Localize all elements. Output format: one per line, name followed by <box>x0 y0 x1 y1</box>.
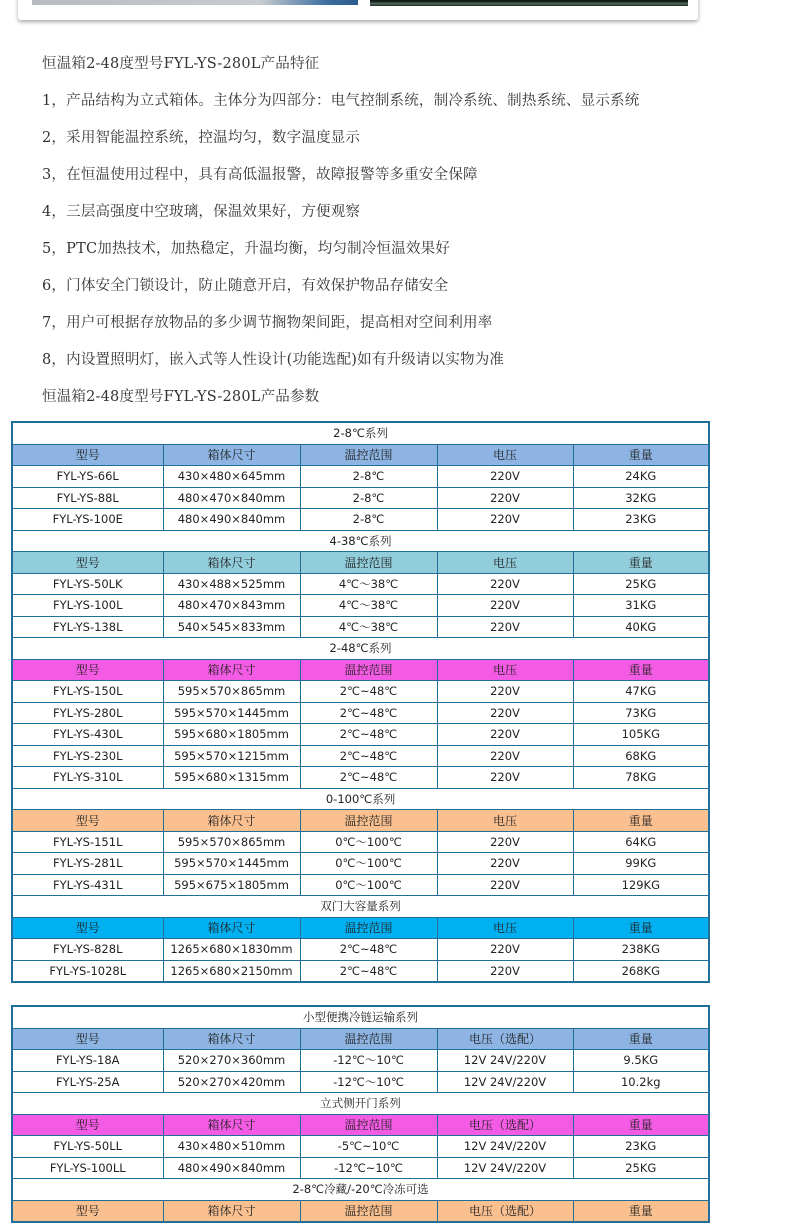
table-cell: 73KG <box>573 702 709 724</box>
series-title-row <box>12 896 709 918</box>
table-cell: FYL-YS-100E <box>12 509 163 531</box>
series-title-row <box>12 788 709 810</box>
table-cell: 2-8℃ <box>300 509 437 531</box>
table-cell: 105KG <box>573 724 709 746</box>
table-cell: 220V <box>437 874 573 896</box>
table-cell: 220V <box>437 767 573 789</box>
series-title-row <box>12 1006 709 1028</box>
table-cell: 220V <box>437 702 573 724</box>
column-header: 电压 <box>437 917 573 939</box>
column-header: 温控范围 <box>300 659 437 681</box>
table-cell: FYL-YS-50LL <box>12 1136 163 1158</box>
column-header: 电压 <box>437 659 573 681</box>
table-cell: 220V <box>437 595 573 617</box>
column-header: 箱体尺寸 <box>163 1028 300 1050</box>
table-cell: 520×270×420mm <box>163 1071 300 1093</box>
table-row <box>12 573 709 595</box>
table-cell: 1265×680×1830mm <box>163 939 300 961</box>
column-header-row <box>12 1200 709 1222</box>
table-cell: 595×570×1215mm <box>163 745 300 767</box>
table-cell: 12V 24V/220V <box>437 1157 573 1179</box>
column-header: 温控范围 <box>300 917 437 939</box>
table-row <box>12 681 709 703</box>
table-row <box>12 1071 709 1093</box>
table-cell: 68KG <box>573 745 709 767</box>
table-row <box>12 487 709 509</box>
table-cell: FYL-YS-151L <box>12 831 163 853</box>
table-cell: 480×490×840mm <box>163 509 300 531</box>
table-cell: FYL-YS-88L <box>12 487 163 509</box>
column-header: 电压 <box>437 552 573 574</box>
column-header: 重量 <box>573 810 709 832</box>
column-header: 型号 <box>12 917 163 939</box>
series-title-row <box>12 1179 709 1201</box>
table-cell: 220V <box>437 745 573 767</box>
series-title: 4-38℃系列 <box>12 530 709 552</box>
table-row <box>12 724 709 746</box>
table-cell: 238KG <box>573 939 709 961</box>
table-row <box>12 831 709 853</box>
table-cell: FYL-YS-1028L <box>12 960 163 982</box>
column-header: 温控范围 <box>300 444 437 466</box>
table-cell: 2℃~48℃ <box>300 745 437 767</box>
table-cell: 2℃~48℃ <box>300 702 437 724</box>
feature-item: 5，PTC加热技术，加热稳定，升温均衡，均匀制冷恒温效果好 <box>42 241 451 257</box>
table-cell: 25KG <box>573 1157 709 1179</box>
column-header-row <box>12 917 709 939</box>
column-header: 型号 <box>12 1028 163 1050</box>
params-title: 恒温箱2-48度型号FYL-YS-280L产品参数 <box>42 389 320 405</box>
column-header: 型号 <box>12 1114 163 1136</box>
table-row <box>12 702 709 724</box>
table-cell: 12V 24V/220V <box>437 1136 573 1158</box>
column-header: 型号 <box>12 659 163 681</box>
series-title: 0-100℃系列 <box>12 788 709 810</box>
column-header: 箱体尺寸 <box>163 552 300 574</box>
table-cell: 1265×680×2150mm <box>163 960 300 982</box>
table-cell: 64KG <box>573 831 709 853</box>
table-cell: 2℃~48℃ <box>300 681 437 703</box>
table-cell: -12℃~10℃ <box>300 1157 437 1179</box>
table-cell: 4℃～38℃ <box>300 573 437 595</box>
feature-item: 2，采用智能温控系统，控温均匀，数字温度显示 <box>42 130 361 146</box>
column-header: 箱体尺寸 <box>163 810 300 832</box>
table-cell: 430×488×525mm <box>163 573 300 595</box>
table-cell: 99KG <box>573 853 709 875</box>
table-row <box>12 960 709 982</box>
table-cell: 47KG <box>573 681 709 703</box>
product-photo-right <box>370 0 688 6</box>
column-header: 电压（选配） <box>437 1028 573 1050</box>
table-cell: 595×570×1445mm <box>163 853 300 875</box>
table-cell: -12℃～10℃ <box>300 1050 437 1072</box>
table-cell: 220V <box>437 616 573 638</box>
table-cell: 220V <box>437 939 573 961</box>
column-header: 温控范围 <box>300 1028 437 1050</box>
column-header-row <box>12 810 709 832</box>
series-title: 立式侧开门系列 <box>12 1093 709 1115</box>
feature-item: 1，产品结构为立式箱体。主体分为四部分：电气控制系统，制冷系统、制热系统、显示系统 <box>42 93 640 109</box>
table-cell: 40KG <box>573 616 709 638</box>
series-title: 2-48℃系列 <box>12 638 709 660</box>
table-cell: 520×270×360mm <box>163 1050 300 1072</box>
table-row <box>12 509 709 531</box>
table-cell: 2℃~48℃ <box>300 939 437 961</box>
table-cell: FYL-YS-66L <box>12 466 163 488</box>
feature-item: 6，门体安全门锁设计，防止随意开启，有效保护物品存储安全 <box>42 278 449 294</box>
table-cell: 220V <box>437 487 573 509</box>
table-cell: 595×570×1445mm <box>163 702 300 724</box>
series-title-row <box>12 1093 709 1115</box>
table-row <box>12 595 709 617</box>
spec-table-portable <box>11 1005 710 1223</box>
spec-table-main <box>11 421 710 983</box>
column-header: 重量 <box>573 1114 709 1136</box>
table-cell: 31KG <box>573 595 709 617</box>
table-cell: FYL-YS-50LK <box>12 573 163 595</box>
column-header: 温控范围 <box>300 1114 437 1136</box>
table-row <box>12 1050 709 1072</box>
table-cell: 430×480×645mm <box>163 466 300 488</box>
column-header: 重量 <box>573 917 709 939</box>
table-cell: FYL-YS-25A <box>12 1071 163 1093</box>
table-cell: 480×470×840mm <box>163 487 300 509</box>
column-header: 温控范围 <box>300 552 437 574</box>
feature-item: 3，在恒温使用过程中，具有高低温报警，故障报警等多重安全保障 <box>42 167 478 183</box>
column-header: 电压 <box>437 810 573 832</box>
table-cell: 595×570×865mm <box>163 681 300 703</box>
table-cell: 220V <box>437 466 573 488</box>
table-cell: FYL-YS-100L <box>12 595 163 617</box>
column-header: 型号 <box>12 810 163 832</box>
series-title: 双门大容量系列 <box>12 896 709 918</box>
feature-item: 8，内设置照明灯，嵌入式等人性设计(功能选配)如有升级请以实物为准 <box>42 352 505 368</box>
table-row <box>12 466 709 488</box>
table-cell: 24KG <box>573 466 709 488</box>
column-header: 电压（选配） <box>437 1200 573 1222</box>
column-header: 重量 <box>573 552 709 574</box>
column-header: 电压（选配） <box>437 1114 573 1136</box>
table-cell: 32KG <box>573 487 709 509</box>
column-header: 重量 <box>573 444 709 466</box>
table-cell: 595×680×1315mm <box>163 767 300 789</box>
table-row <box>12 616 709 638</box>
table-row <box>12 853 709 875</box>
column-header: 型号 <box>12 1200 163 1222</box>
series-title: 2-8℃系列 <box>12 422 709 444</box>
table-cell: 12V 24V/220V <box>437 1050 573 1072</box>
table-cell: FYL-YS-230L <box>12 745 163 767</box>
table-cell: 220V <box>437 573 573 595</box>
table-cell: 12V 24V/220V <box>437 1071 573 1093</box>
column-header: 箱体尺寸 <box>163 1114 300 1136</box>
table-cell: FYL-YS-18A <box>12 1050 163 1072</box>
table-cell: 25KG <box>573 573 709 595</box>
series-title: 2-8℃冷藏/-20℃冷冻可选 <box>12 1179 709 1201</box>
series-title: 小型便携冷链运输系列 <box>12 1006 709 1028</box>
column-header: 箱体尺寸 <box>163 444 300 466</box>
table-cell: FYL-YS-431L <box>12 874 163 896</box>
table-cell: 23KG <box>573 1136 709 1158</box>
feature-item: 4，三层高强度中空玻璃，保温效果好，方便观察 <box>42 204 361 220</box>
table-cell: 595×675×1805mm <box>163 874 300 896</box>
table-cell: 220V <box>437 853 573 875</box>
column-header: 重量 <box>573 1028 709 1050</box>
table-cell: 2℃~48℃ <box>300 724 437 746</box>
column-header: 型号 <box>12 444 163 466</box>
table-row <box>12 1136 709 1158</box>
table-cell: 268KG <box>573 960 709 982</box>
table-cell: 540×545×833mm <box>163 616 300 638</box>
table-cell: 4℃～38℃ <box>300 616 437 638</box>
table-cell: FYL-YS-281L <box>12 853 163 875</box>
table-cell: 129KG <box>573 874 709 896</box>
table-cell: FYL-YS-430L <box>12 724 163 746</box>
table-cell: 220V <box>437 681 573 703</box>
table-row <box>12 745 709 767</box>
table-cell: FYL-YS-828L <box>12 939 163 961</box>
table-cell: FYL-YS-280L <box>12 702 163 724</box>
column-header: 温控范围 <box>300 810 437 832</box>
table-cell: 2-8℃ <box>300 466 437 488</box>
series-title-row <box>12 530 709 552</box>
table-row <box>12 767 709 789</box>
column-header-row <box>12 1114 709 1136</box>
series-title-row <box>12 422 709 444</box>
table-cell: 23KG <box>573 509 709 531</box>
feature-item: 7，用户可根据存放物品的多少调节搁物架间距，提高相对空间利用率 <box>42 315 493 331</box>
table-cell: 430×480×510mm <box>163 1136 300 1158</box>
column-header: 箱体尺寸 <box>163 917 300 939</box>
table-cell: 2℃~48℃ <box>300 767 437 789</box>
table-cell: 480×490×840mm <box>163 1157 300 1179</box>
product-photo-frame <box>18 0 698 20</box>
table-cell: FYL-YS-310L <box>12 767 163 789</box>
column-header: 电压 <box>437 444 573 466</box>
table-cell: 2℃~48℃ <box>300 960 437 982</box>
column-header: 温控范围 <box>300 1200 437 1222</box>
column-header: 箱体尺寸 <box>163 659 300 681</box>
table-cell: 0℃～100℃ <box>300 874 437 896</box>
table-cell: 220V <box>437 509 573 531</box>
product-features <box>42 46 782 416</box>
table-cell: FYL-YS-100LL <box>12 1157 163 1179</box>
column-header-row <box>12 1028 709 1050</box>
table-row <box>12 1157 709 1179</box>
table-cell: -12℃～10℃ <box>300 1071 437 1093</box>
table-cell: 0℃～100℃ <box>300 853 437 875</box>
features-title: 恒温箱2-48度型号FYL-YS-280L产品特征 <box>42 56 320 72</box>
table-cell: 2-8℃ <box>300 487 437 509</box>
table-cell: 220V <box>437 831 573 853</box>
table-row <box>12 874 709 896</box>
table-cell: 480×470×843mm <box>163 595 300 617</box>
table-cell: 4℃～38℃ <box>300 595 437 617</box>
table-cell: 78KG <box>573 767 709 789</box>
table-cell: 595×680×1805mm <box>163 724 300 746</box>
column-header: 重量 <box>573 659 709 681</box>
table-cell: 10.2kg <box>573 1071 709 1093</box>
table-cell: 9.5KG <box>573 1050 709 1072</box>
table-cell: 0℃～100℃ <box>300 831 437 853</box>
table-cell: 220V <box>437 960 573 982</box>
column-header: 重量 <box>573 1200 709 1222</box>
table-cell: FYL-YS-150L <box>12 681 163 703</box>
column-header-row <box>12 444 709 466</box>
table-cell: 595×570×865mm <box>163 831 300 853</box>
column-header: 箱体尺寸 <box>163 1200 300 1222</box>
table-cell: FYL-YS-138L <box>12 616 163 638</box>
table-cell: -5℃~10℃ <box>300 1136 437 1158</box>
product-photo-left <box>32 0 358 5</box>
table-cell: 220V <box>437 724 573 746</box>
column-header-row <box>12 659 709 681</box>
series-title-row <box>12 638 709 660</box>
column-header-row <box>12 552 709 574</box>
column-header: 型号 <box>12 552 163 574</box>
table-row <box>12 939 709 961</box>
